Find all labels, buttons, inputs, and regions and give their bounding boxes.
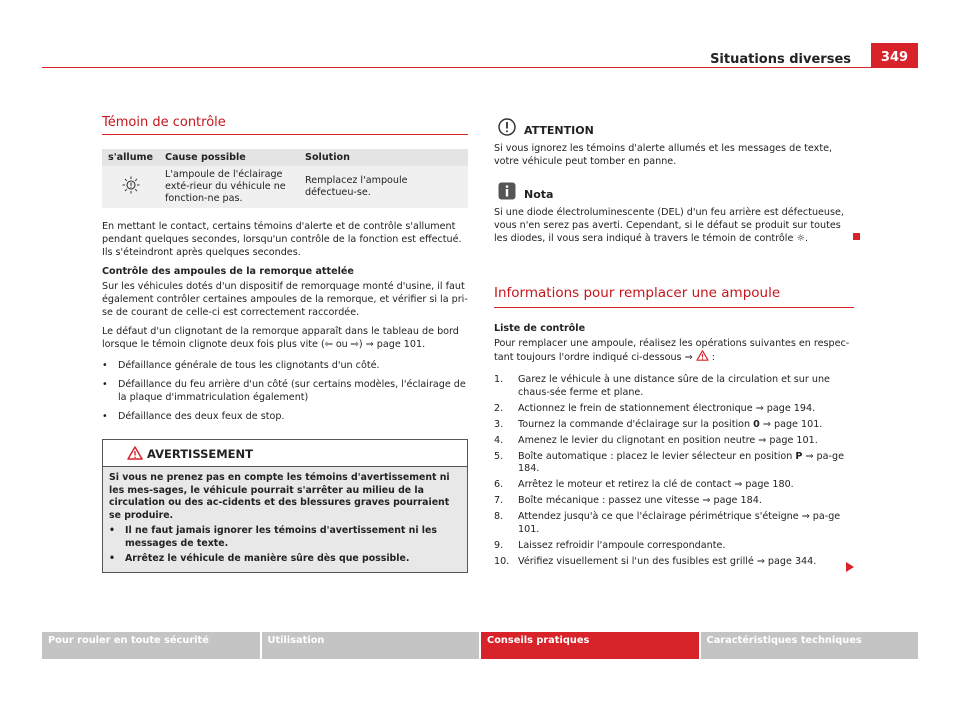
step-number: 10. xyxy=(494,555,510,567)
turn-right-icon: ⇨ xyxy=(350,339,359,350)
step-text: Garez le véhicule à une distance sûre de la circulation et sur une chaus-sée ferme et plane. xyxy=(518,374,830,398)
step-number: 2. xyxy=(494,402,504,414)
turn-left-icon: ⇦ xyxy=(324,339,333,350)
warning-header xyxy=(103,440,467,467)
step-text: Amenez le levier du clignotant en position neutre ⇒ page 101. xyxy=(518,434,818,446)
note-label: Nota xyxy=(524,188,554,201)
list-item xyxy=(494,451,854,476)
section-rule xyxy=(494,307,854,308)
running-header-title: Situations diverses xyxy=(710,52,851,67)
step-bold: P xyxy=(795,450,803,462)
warning-body xyxy=(103,467,467,572)
checklist-heading-text: Liste de contrôle xyxy=(494,323,586,334)
list-item xyxy=(494,403,854,416)
trailer-heading-text: Contrôle des ampoules de la remorque attelée xyxy=(102,266,354,277)
step-number: 5. xyxy=(494,450,504,462)
list-item xyxy=(494,556,854,569)
step-text: Laissez refroidir l'ampoule correspondante. xyxy=(518,539,726,551)
header-rule xyxy=(42,67,918,68)
failure-list xyxy=(102,359,468,423)
warning-bullet: • Arrêtez le véhicule de manière sûre dès que possible. xyxy=(109,553,461,566)
checklist-heading xyxy=(494,322,854,335)
paragraph-trailer: Sur les véhicules dotés d'un dispositif de remorquage monté d'usine, il faut également contrôler certaines ampoules de la remorque, et vérifier si la pri-se de courant de celle-ci est correctement raccordée. xyxy=(102,281,468,318)
list-item xyxy=(494,435,854,448)
note-header xyxy=(494,182,854,204)
warning-triangle-icon xyxy=(127,446,143,460)
list-item xyxy=(494,374,854,399)
section-rule xyxy=(102,134,468,135)
checklist-intro-end: : xyxy=(711,352,715,363)
table-row xyxy=(102,166,468,208)
attention-text: Si vous ignorez les témoins d'alerte allumés et les messages de texte, votre véhicule peut tomber en panne. xyxy=(494,143,833,167)
end-of-section-marker xyxy=(853,233,860,240)
step-number: 4. xyxy=(494,434,504,446)
footer-tab-technical-data[interactable]: Caractéristiques techniques xyxy=(701,632,919,659)
step-text-b: ⇒ page 101. xyxy=(759,418,823,430)
table-header-lights: s'allume xyxy=(102,149,159,166)
list-item xyxy=(494,419,854,432)
footer-tab-safety[interactable]: Pour rouler en toute sécurité xyxy=(42,632,262,659)
step-text: Vérifiez visuellement si l'un des fusibles est grillé ⇒ page 344. xyxy=(518,555,817,567)
list-item xyxy=(494,511,854,536)
turn-signal-or: ou xyxy=(335,339,348,350)
steps-list xyxy=(494,374,854,568)
continue-arrow-icon xyxy=(846,562,854,572)
trailer-heading xyxy=(102,265,468,278)
left-column xyxy=(102,115,468,573)
step-text: Arrêtez le moteur et retirez la clé de contact ⇒ page 180. xyxy=(518,479,794,490)
paragraph-turn-signal xyxy=(102,325,468,351)
warning-text: Si vous ne prenez pas en compte les témoins d'avertissement ni les mes-sages, le véhicule pourrait s'arrêter au milieu de la circulation ou des ac-cidents et des blessures graves pourraient se produire. xyxy=(109,472,450,521)
warning-box xyxy=(102,439,468,573)
bulb-lamp-fault-icon xyxy=(122,176,140,194)
step-number: 9. xyxy=(494,539,504,551)
table-cell-cause: L'ampoule de l'éclairage exté-rieur du véhicule ne fonction-ne pas. xyxy=(159,166,299,208)
step-text-a: Boîte automatique : placez le levier sélecteur en position xyxy=(518,450,796,462)
turn-signal-text-b: ) ⇒ page 101. xyxy=(358,339,426,350)
page-number: 349 xyxy=(871,43,918,67)
step-number: 6. xyxy=(494,479,504,490)
step-number: 7. xyxy=(494,495,504,506)
step-text-a: Tournez la commande d'éclairage sur la position xyxy=(518,418,754,430)
step-number: 3. xyxy=(494,418,504,430)
info-note-icon xyxy=(498,182,516,200)
footer-tab-practical-tips[interactable]: Conseils pratiques xyxy=(481,632,701,659)
checklist-intro xyxy=(494,337,854,364)
warning-label: AVERTISSEMENT xyxy=(147,447,254,461)
step-number: 1. xyxy=(494,374,504,385)
checklist-intro-text: Pour remplacer une ampoule, réalisez les opérations suivantes en respec-tant toujours l'ordre indiqué ci-dessous ⇒ xyxy=(494,338,850,363)
note-text: Si une diode électroluminescente (DEL) d'un feu arrière est défectueuse, vous n'en serez pas averti. Cependant, si le défaut se produit sur toutes les diodes, il vous sera indiqué à travers le témoin de contrôle ☼. xyxy=(494,207,844,244)
table-cell-icon xyxy=(102,166,159,208)
section-title-replace: Informations pour remplacer une ampoule xyxy=(494,285,781,301)
right-column xyxy=(494,118,854,572)
list-item xyxy=(494,495,854,508)
list-item: • Défaillance des deux feux de stop. xyxy=(102,410,468,423)
paragraph-intro: En mettant le contact, certains témoins d'alerte et de contrôle s'allument pendant quelques secondes, lorsqu'un contrôle de la fonction est effectué. Ils s'éteindront après quelques secondes. xyxy=(102,221,462,258)
step-text: Actionnez le frein de stationnement électronique ⇒ page 194. xyxy=(518,402,816,414)
attention-label: ATTENTION xyxy=(524,124,594,137)
table-cell-solution: Remplacez l'ampoule défectueu-se. xyxy=(299,166,468,208)
note-body: Si une diode électroluminescente (DEL) d'un feu arrière est défectueuse, vous n'en serez pas averti. Cependant, si le défaut se produit sur toutes les diodes, il vous sera indiqué à travers le témoin de contrôle xyxy=(494,207,844,244)
turn-signal-text-a: Le défaut d'un clignotant de la remorque apparaît dans le tableau de bord lorsque le témoin clignote deux fois plus vite ( xyxy=(102,326,459,350)
footer-tab-operation[interactable]: Utilisation xyxy=(262,632,482,659)
list-item: • Défaillance générale de tous les clignotants d'un côté. xyxy=(102,359,468,372)
footer-nav xyxy=(42,632,918,659)
attention-header xyxy=(494,118,854,138)
step-text-b: ⇒ pa-ge 184. xyxy=(518,450,844,474)
indicator-table xyxy=(102,149,468,208)
step-text: Boîte mécanique : passez une vitesse ⇒ page 184. xyxy=(518,495,762,506)
attention-icon xyxy=(498,118,516,136)
step-text: Attendez jusqu'à ce que l'éclairage périmétrique s'éteigne ⇒ pa-ge 101. xyxy=(518,511,841,535)
bulb-small-icon: ☼ xyxy=(796,233,806,244)
step-number: 8. xyxy=(494,511,504,522)
section-title-indicator: Témoin de contrôle xyxy=(102,115,226,130)
list-item xyxy=(494,540,854,553)
warning-ref-icon xyxy=(696,350,709,361)
warning-bullet: • Il ne faut jamais ignorer les témoins d'avertissement ni les messages de texte. xyxy=(109,525,461,550)
list-item xyxy=(494,479,854,492)
list-item: • Défaillance du feu arrière d'un côté (sur certains modèles, l'éclairage de la plaque d'immatriculation également) xyxy=(102,378,468,404)
table-header-solution: Solution xyxy=(299,149,468,166)
table-header-cause: Cause possible xyxy=(159,149,299,166)
step-bold: 0 xyxy=(753,418,760,430)
